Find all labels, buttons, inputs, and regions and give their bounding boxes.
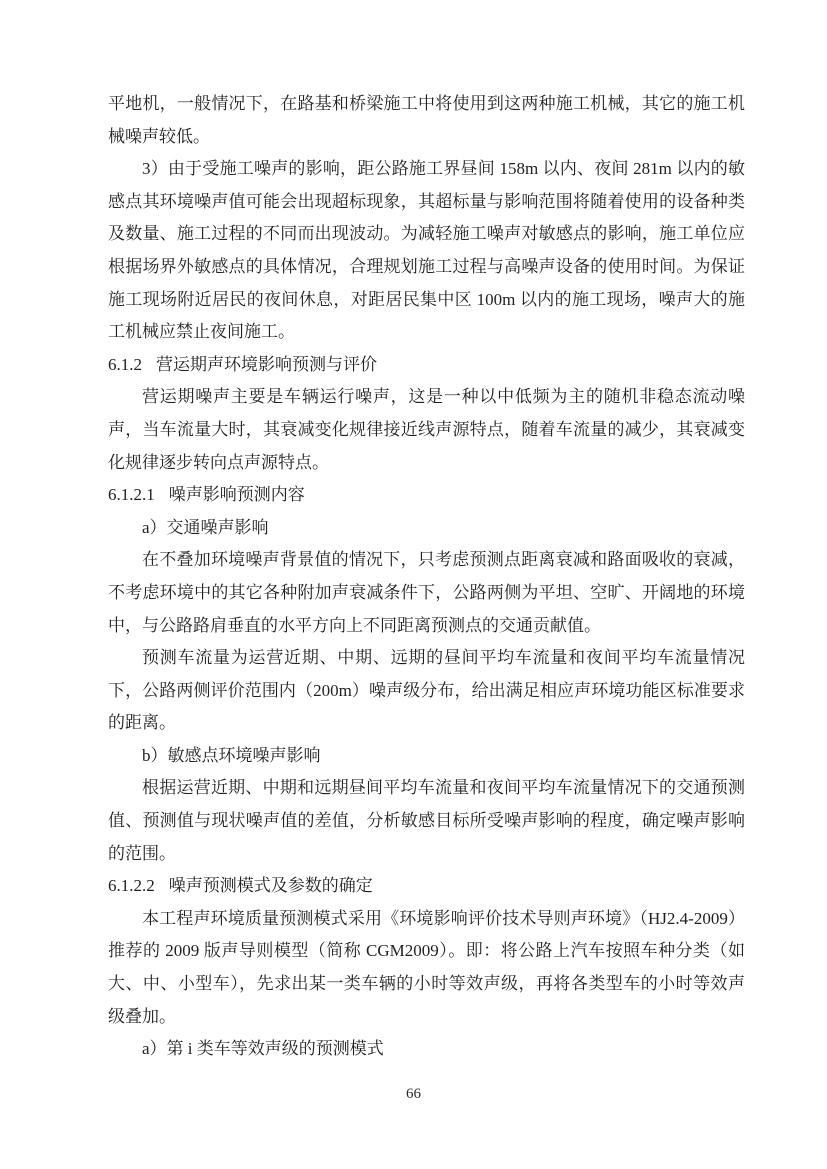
heading-6-1-2-title: 营运期声环境影响预测与评价	[156, 354, 377, 374]
list-item-b-sensitive-points: b）敏感点环境噪声影响	[142, 745, 321, 765]
paragraph-prediction-model: 本工程声环境质量预测模式采用《环境影响评价技术导则声环境》（HJ2.4-2009）推荐的 2009 版声导则模型（简称 CGM2009）。即：将公路上汽车按照车种分类（如大、中、小型车），先求出某一类车辆的小时等效声级，再将各类型车的小时等效声级叠加。	[108, 908, 745, 1026]
heading-6-1-2-1	[108, 479, 745, 512]
paragraph-traffic-contribution: 在不叠加环境噪声背景值的情况下，只考虑预测点距离衰减和路面吸收的衰减，不考虑环境中的其它各种附加声衰减条件下，公路两侧为平坦、空旷、开阔地的环境中，与公路路肩垂直的水平方向上不同距离预测点的交通贡献值。	[108, 550, 745, 635]
page-number: 66	[406, 1086, 421, 1102]
heading-6-1-2-1-title: 噪声影响预测内容	[168, 485, 305, 505]
heading-6-1-2-2-title: 噪声预测模式及参数的确定	[168, 876, 373, 896]
paragraph-construction-noise-impact: 3）由于受施工噪声的影响，距公路施工界昼间 158m 以内、夜间 281m 以内的敏感点其环境噪声值可能会出现超标现象，其超标量与影响范围将随着使用的设备种类及数量、施工过程的不同而出现波动。为减轻施工噪声对敏感点的影响，施工单位应根据场界外敏感点的具体情况，合理规划施工过程与高噪声设备的使用时间。为保证施工现场附近居民的夜间休息，对距居民集中区 100m 以内的施工现场，噪声大的施工机械应禁止夜间施工。	[108, 159, 745, 342]
paragraph-sensitive-impact-analysis: 根据运营近期、中期和远期昼间平均车流量和夜间平均车流量情况下的交通预测值、预测值与现状噪声值的差值，分析敏感目标所受噪声影响的程度，确定噪声影响的范围。	[108, 778, 745, 863]
paragraph-construction-machinery-continuation: 平地机，一般情况下，在路基和桥梁施工中将使用到这两种施工机械，其它的施工机械噪声较低。	[108, 94, 745, 146]
paragraph-operation-noise: 营运期噪声主要是车辆运行噪声，这是一种以中低频为主的随机非稳态流动噪声，当车流量大时，其衰减变化规律接近线声源特点，随着车流量的减少，其衰减变化规律逐步转向点声源特点。	[108, 387, 745, 472]
heading-6-1-2-number: 6.1.2	[108, 354, 142, 374]
paragraph-traffic-flow-prediction: 预测车流量为运营近期、中期、远期的昼间平均车流量和夜间平均车流量情况下，公路两侧评价范围内（200m）噪声级分布，给出满足相应声环境功能区标准要求的距离。	[108, 648, 745, 733]
heading-6-1-2-2	[108, 870, 745, 903]
list-item-a-traffic-noise: a）交通噪声影响	[142, 517, 269, 537]
heading-6-1-2	[108, 349, 745, 382]
heading-6-1-2-2-number: 6.1.2.2	[108, 876, 155, 896]
heading-6-1-2-1-number: 6.1.2.1	[108, 485, 155, 505]
page-content	[108, 88, 745, 1066]
list-item-a-vehicle-class-model: a）第 i 类车等效声级的预测模式	[142, 1039, 384, 1059]
